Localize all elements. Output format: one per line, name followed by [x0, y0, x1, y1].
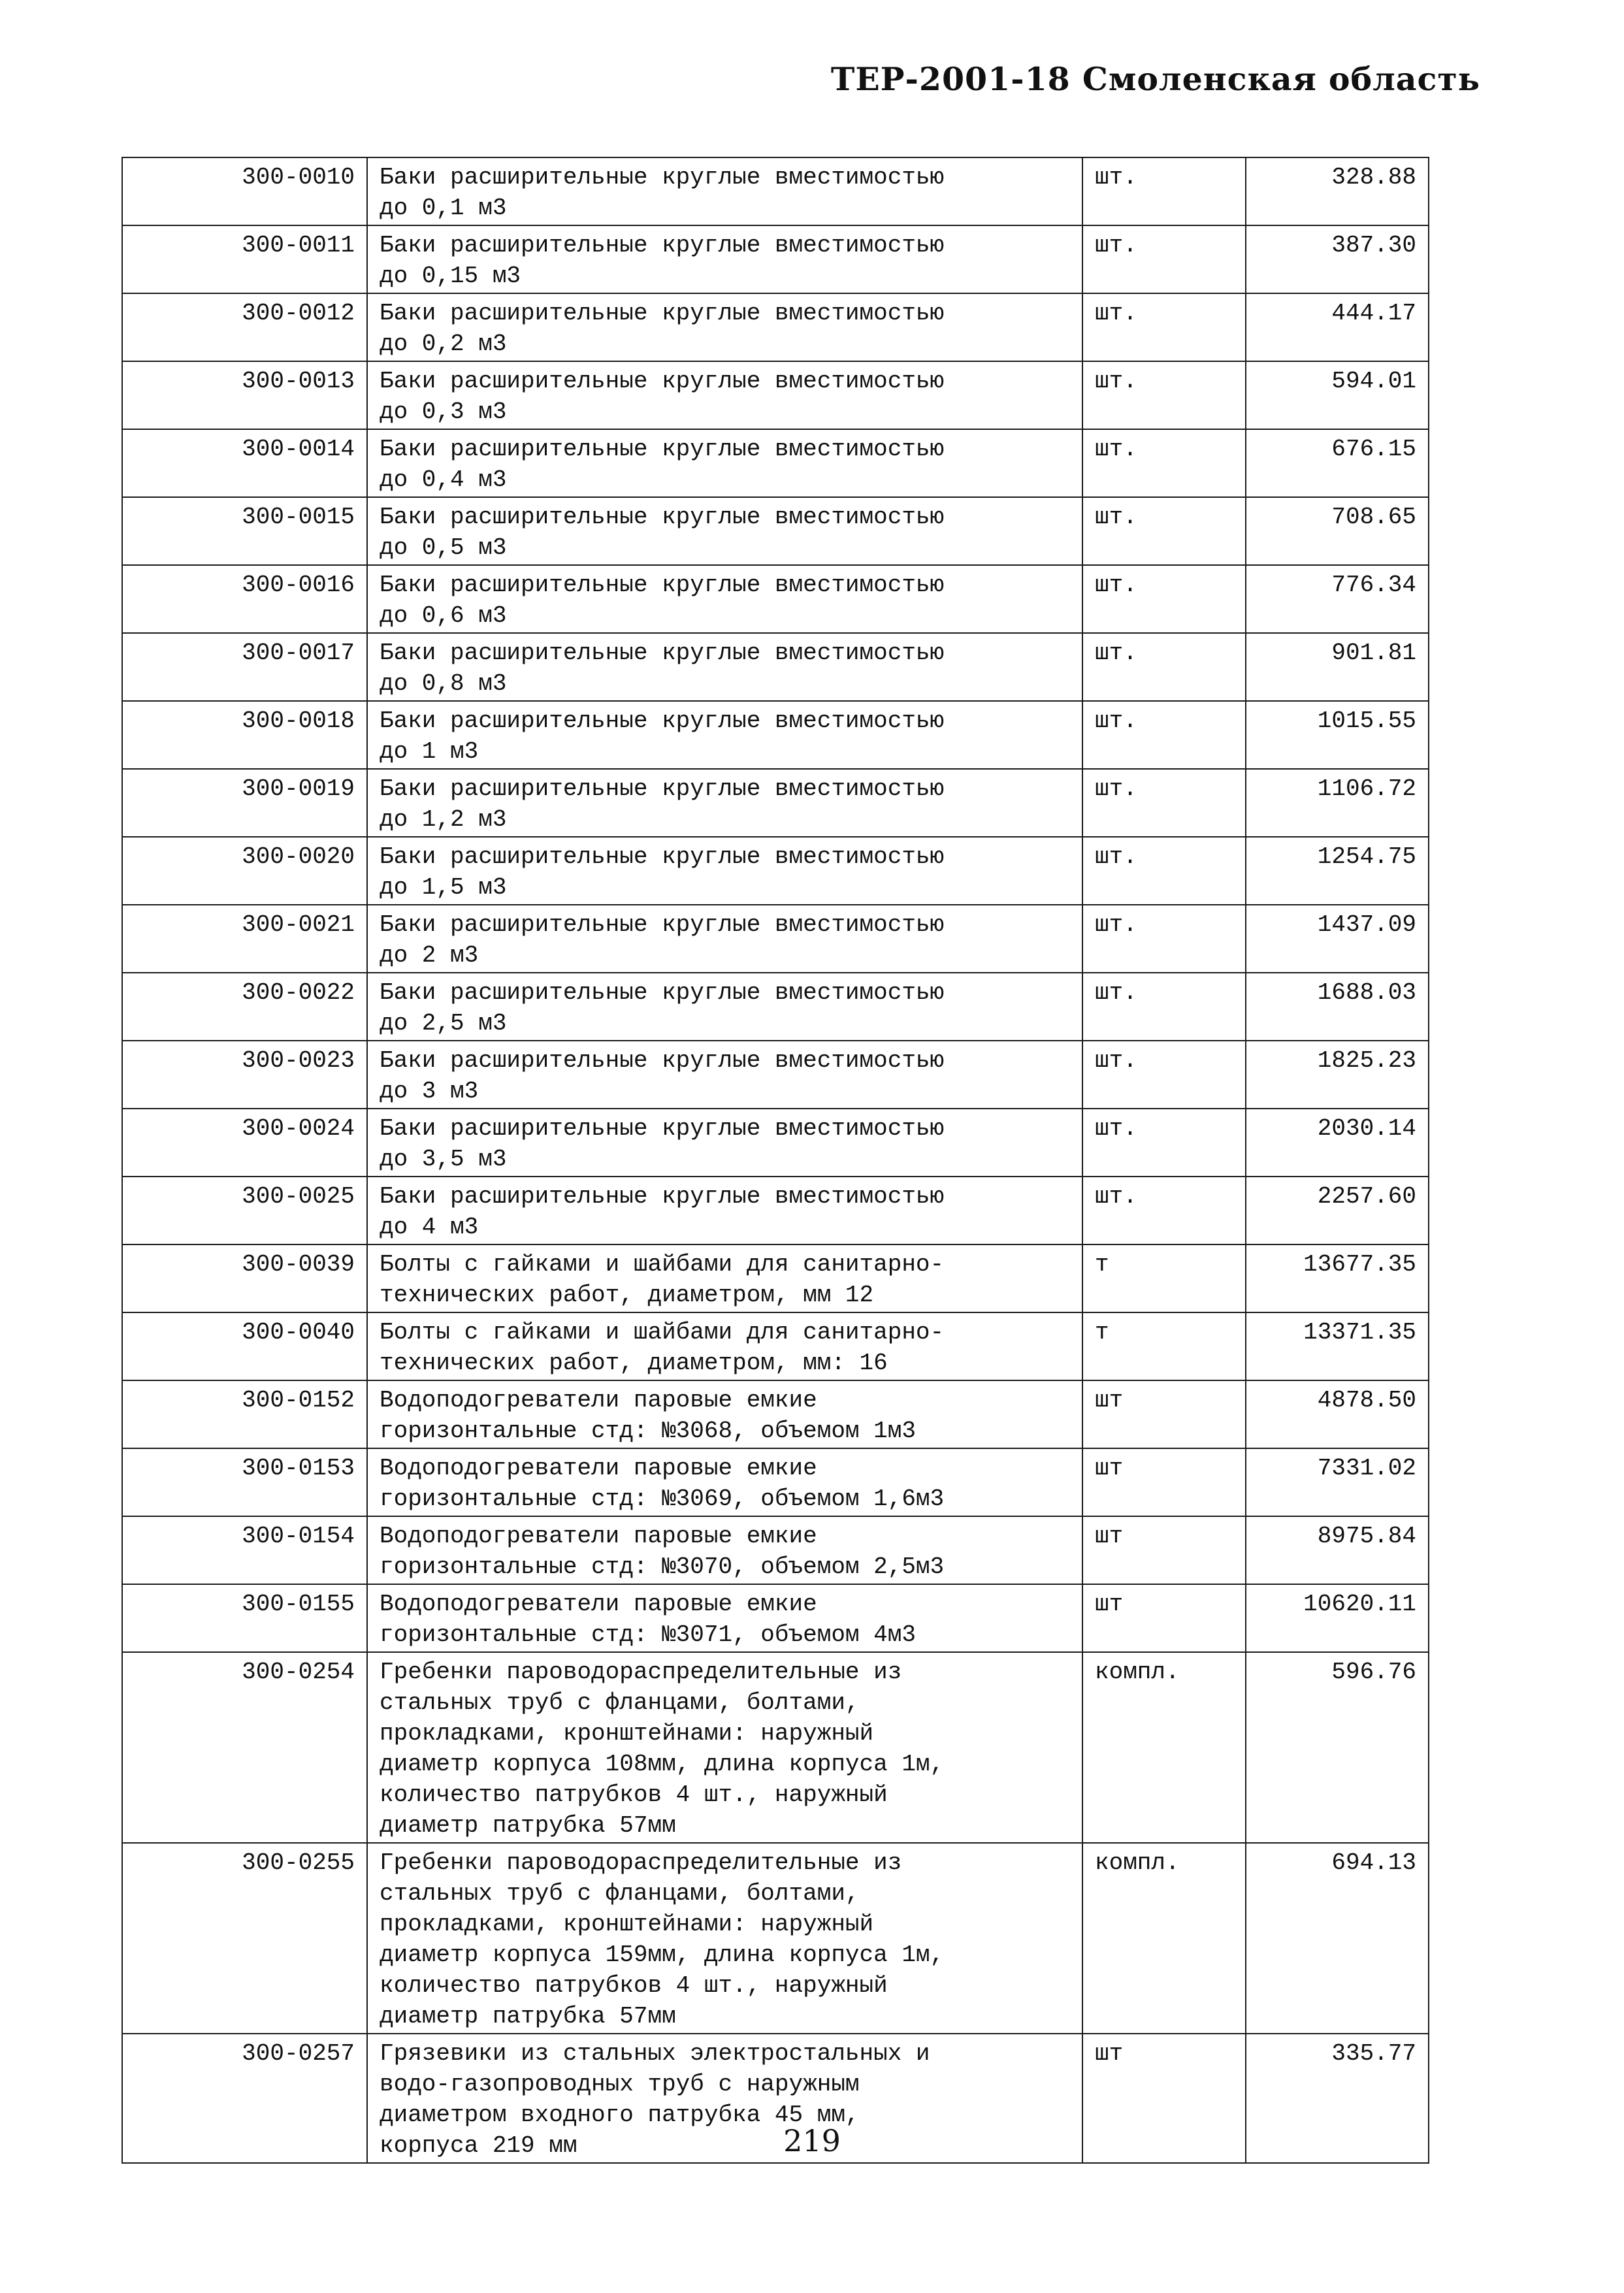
code-cell: 300-0153	[122, 1448, 367, 1516]
code-cell: 300-0039	[122, 1244, 367, 1312]
unit-cell: шт	[1082, 1584, 1246, 1652]
price-cell: 10620.11	[1246, 1584, 1429, 1652]
price-table	[122, 157, 1429, 2164]
table-row	[122, 701, 1429, 769]
code-cell: 300-0010	[122, 157, 367, 225]
description-cell: Баки расширительные круглые вместимостью до 0,2 м3	[367, 293, 1082, 361]
code-cell: 300-0255	[122, 1843, 367, 2034]
price-cell: 1688.03	[1246, 973, 1429, 1041]
price-table-body	[122, 157, 1429, 2163]
unit-cell: шт	[1082, 1516, 1246, 1584]
unit-cell: шт.	[1082, 1041, 1246, 1109]
price-cell: 13371.35	[1246, 1312, 1429, 1380]
code-cell: 300-0154	[122, 1516, 367, 1584]
table-row	[122, 905, 1429, 973]
table-row	[122, 1041, 1429, 1109]
price-cell: 1825.23	[1246, 1041, 1429, 1109]
description-cell: Водоподогреватели паровые емкие горизонтальные стд: №3069, объемом 1,6м3	[367, 1448, 1082, 1516]
code-cell: 300-0014	[122, 429, 367, 497]
table-row	[122, 1380, 1429, 1448]
description-cell: Баки расширительные круглые вместимостью до 2,5 м3	[367, 973, 1082, 1041]
unit-cell: шт.	[1082, 973, 1246, 1041]
table-row	[122, 157, 1429, 225]
price-cell: 335.77	[1246, 2034, 1429, 2163]
code-cell: 300-0020	[122, 837, 367, 905]
table-row	[122, 225, 1429, 293]
unit-cell: шт.	[1082, 633, 1246, 701]
unit-cell: шт.	[1082, 225, 1246, 293]
description-cell: Болты с гайками и шайбами для санитарно- технических работ, диаметром, мм: 16	[367, 1312, 1082, 1380]
code-cell: 300-0017	[122, 633, 367, 701]
code-cell: 300-0254	[122, 1652, 367, 1843]
table-row	[122, 973, 1429, 1041]
unit-cell: шт.	[1082, 769, 1246, 837]
description-cell: Баки расширительные круглые вместимостью до 1,2 м3	[367, 769, 1082, 837]
price-cell: 1437.09	[1246, 905, 1429, 973]
price-cell: 596.76	[1246, 1652, 1429, 1843]
code-cell: 300-0016	[122, 565, 367, 633]
unit-cell: шт.	[1082, 565, 1246, 633]
code-cell: 300-0018	[122, 701, 367, 769]
code-cell: 300-0024	[122, 1109, 367, 1177]
description-cell: Баки расширительные круглые вместимостью до 1 м3	[367, 701, 1082, 769]
description-cell: Грязевики из стальных электростальных и водо-газопроводных труб с наружным диаметром входного патрубка 45 мм, корпуса 219 мм	[367, 2034, 1082, 2163]
price-cell: 708.65	[1246, 497, 1429, 565]
code-cell: 300-0257	[122, 2034, 367, 2163]
unit-cell: шт	[1082, 2034, 1246, 2163]
price-cell: 694.13	[1246, 1843, 1429, 2034]
code-cell: 300-0023	[122, 1041, 367, 1109]
table-row	[122, 1516, 1429, 1584]
code-cell: 300-0022	[122, 973, 367, 1041]
code-cell: 300-0152	[122, 1380, 367, 1448]
unit-cell: шт.	[1082, 429, 1246, 497]
table-row	[122, 1584, 1429, 1652]
price-cell: 1254.75	[1246, 837, 1429, 905]
description-cell: Водоподогреватели паровые емкие горизонтальные стд: №3070, объемом 2,5м3	[367, 1516, 1082, 1584]
description-cell: Водоподогреватели паровые емкие горизонтальные стд: №3068, объемом 1м3	[367, 1380, 1082, 1448]
unit-cell: шт.	[1082, 361, 1246, 429]
description-cell: Баки расширительные круглые вместимостью до 0,5 м3	[367, 497, 1082, 565]
unit-cell: шт.	[1082, 157, 1246, 225]
code-cell: 300-0011	[122, 225, 367, 293]
table-row	[122, 1109, 1429, 1177]
price-cell: 776.34	[1246, 565, 1429, 633]
code-cell: 300-0155	[122, 1584, 367, 1652]
table-row	[122, 1448, 1429, 1516]
unit-cell: шт.	[1082, 1177, 1246, 1244]
table-row	[122, 361, 1429, 429]
code-cell: 300-0019	[122, 769, 367, 837]
price-cell: 13677.35	[1246, 1244, 1429, 1312]
description-cell: Баки расширительные круглые вместимостью до 3 м3	[367, 1041, 1082, 1109]
code-cell: 300-0025	[122, 1177, 367, 1244]
table-row	[122, 633, 1429, 701]
unit-cell: шт	[1082, 1380, 1246, 1448]
description-cell: Баки расширительные круглые вместимостью до 0,1 м3	[367, 157, 1082, 225]
price-cell: 901.81	[1246, 633, 1429, 701]
price-cell: 1015.55	[1246, 701, 1429, 769]
table-row	[122, 293, 1429, 361]
table-row	[122, 1177, 1429, 1244]
table-row	[122, 497, 1429, 565]
description-cell: Гребенки пароводораспределительные из стальных труб с фланцами, болтами, прокладками, кронштейнами: наружный диаметр корпуса 108мм, длина корпуса 1м, количество патрубков 4 шт., наружный диаметр патрубка 57мм	[367, 1652, 1082, 1843]
code-cell: 300-0013	[122, 361, 367, 429]
table-row	[122, 837, 1429, 905]
code-cell: 300-0040	[122, 1312, 367, 1380]
table-row	[122, 1843, 1429, 2034]
description-cell: Болты с гайками и шайбами для санитарно- технических работ, диаметром, мм 12	[367, 1244, 1082, 1312]
table-row	[122, 1312, 1429, 1380]
page-number: 219	[783, 2123, 841, 2158]
price-cell: 2257.60	[1246, 1177, 1429, 1244]
price-cell: 594.01	[1246, 361, 1429, 429]
unit-cell: т	[1082, 1244, 1246, 1312]
unit-cell: шт.	[1082, 837, 1246, 905]
description-cell: Баки расширительные круглые вместимостью до 0,8 м3	[367, 633, 1082, 701]
description-cell: Баки расширительные круглые вместимостью до 0,6 м3	[367, 565, 1082, 633]
description-cell: Баки расширительные круглые вместимостью до 2 м3	[367, 905, 1082, 973]
price-cell: 328.88	[1246, 157, 1429, 225]
description-cell: Водоподогреватели паровые емкие горизонтальные стд: №3071, объемом 4м3	[367, 1584, 1082, 1652]
price-cell: 387.30	[1246, 225, 1429, 293]
price-cell: 8975.84	[1246, 1516, 1429, 1584]
unit-cell: шт.	[1082, 497, 1246, 565]
unit-cell: шт	[1082, 1448, 1246, 1516]
table-row	[122, 769, 1429, 837]
description-cell: Баки расширительные круглые вместимостью до 3,5 м3	[367, 1109, 1082, 1177]
table-row	[122, 1652, 1429, 1843]
description-cell: Баки расширительные круглые вместимостью до 0,4 м3	[367, 429, 1082, 497]
code-cell: 300-0015	[122, 497, 367, 565]
unit-cell: шт.	[1082, 293, 1246, 361]
price-cell: 1106.72	[1246, 769, 1429, 837]
table-row	[122, 429, 1429, 497]
description-cell: Баки расширительные круглые вместимостью до 0,3 м3	[367, 361, 1082, 429]
price-cell: 4878.50	[1246, 1380, 1429, 1448]
description-cell: Баки расширительные круглые вместимостью до 1,5 м3	[367, 837, 1082, 905]
page-header-title: ТЕР-2001-18 Смоленская область	[830, 60, 1480, 98]
description-cell: Гребенки пароводораспределительные из стальных труб с фланцами, болтами, прокладками, кронштейнами: наружный диаметр корпуса 159мм, длина корпуса 1м, количество патрубков 4 шт., наружный диаметр патрубка 57мм	[367, 1843, 1082, 2034]
description-cell: Баки расширительные круглые вместимостью до 0,15 м3	[367, 225, 1082, 293]
unit-cell: компл.	[1082, 1843, 1246, 2034]
code-cell: 300-0012	[122, 293, 367, 361]
price-cell: 7331.02	[1246, 1448, 1429, 1516]
unit-cell: т	[1082, 1312, 1246, 1380]
unit-cell: шт.	[1082, 1109, 1246, 1177]
table-row	[122, 565, 1429, 633]
price-cell: 2030.14	[1246, 1109, 1429, 1177]
unit-cell: компл.	[1082, 1652, 1246, 1843]
description-cell: Баки расширительные круглые вместимостью до 4 м3	[367, 1177, 1082, 1244]
table-row	[122, 1244, 1429, 1312]
price-cell: 444.17	[1246, 293, 1429, 361]
price-cell: 676.15	[1246, 429, 1429, 497]
unit-cell: шт.	[1082, 905, 1246, 973]
unit-cell: шт.	[1082, 701, 1246, 769]
code-cell: 300-0021	[122, 905, 367, 973]
